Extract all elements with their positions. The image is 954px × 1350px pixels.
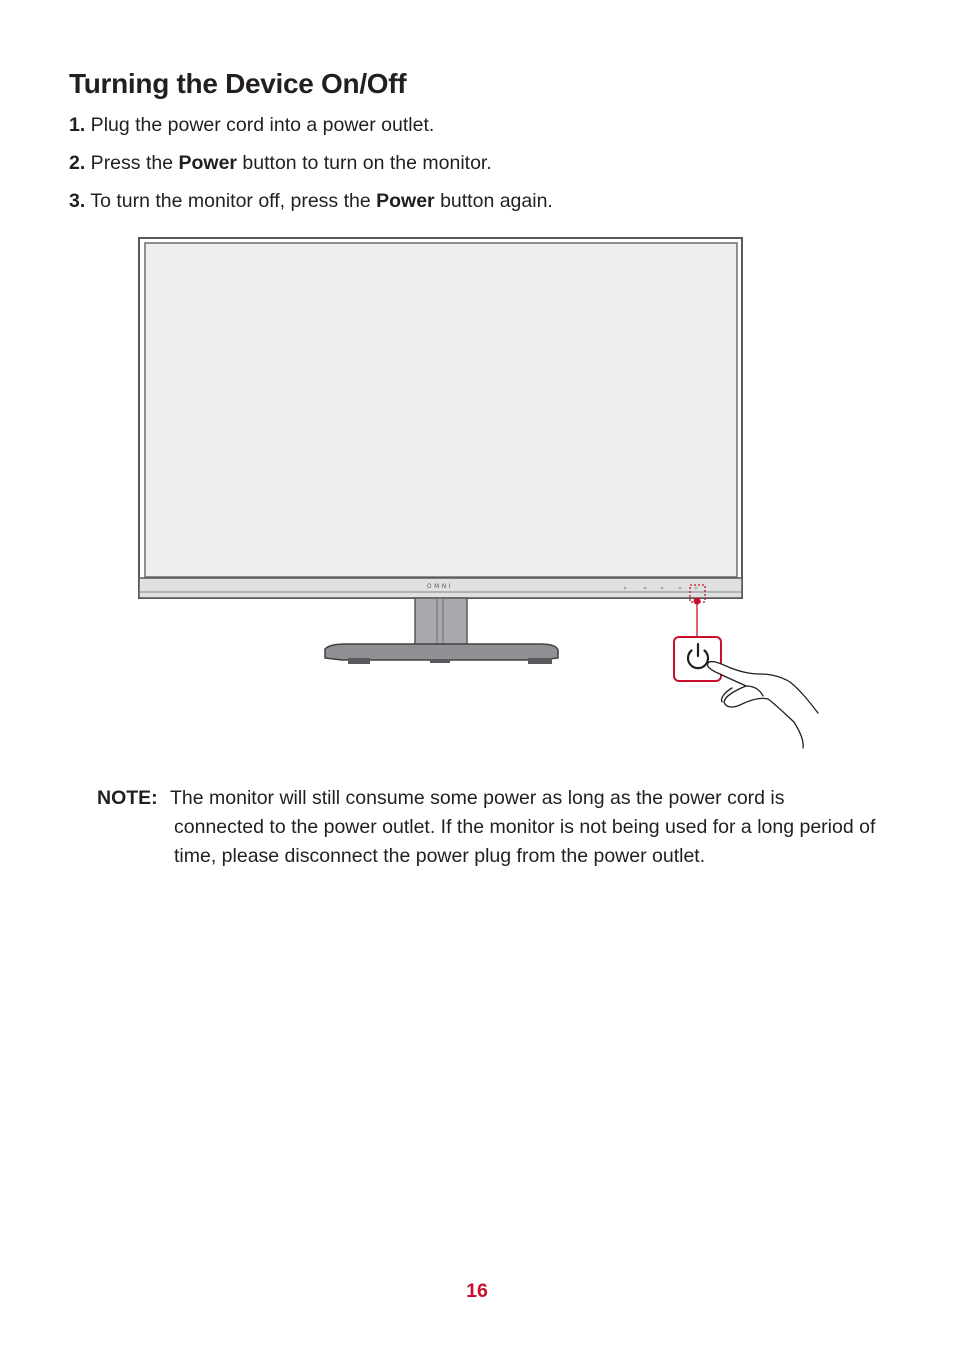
bezel-logo: OMNI <box>426 583 454 590</box>
step-text: To turn the monitor off, press the <box>85 190 377 212</box>
stand-neck <box>415 598 467 646</box>
step-text: Press the <box>85 152 179 174</box>
step-text: button to turn on the monitor. <box>237 152 492 174</box>
step-item <box>69 150 553 176</box>
monitor-drawing <box>130 230 830 760</box>
step-number: 3. <box>69 190 86 212</box>
monitor-illustration <box>130 230 830 760</box>
note-block <box>97 784 877 871</box>
step-number: 2. <box>69 152 86 174</box>
step-bold-term: Power <box>178 152 238 174</box>
note-label: NOTE: <box>97 787 158 809</box>
step-item <box>69 188 553 214</box>
stand-base <box>325 644 558 660</box>
step-text: button again. <box>434 190 553 212</box>
step-text: Plug the power cord into a power outlet. <box>85 114 435 136</box>
note-text: The monitor will still consume some power as long as the power cord is connected to the power outlet. If the monitor is not being used for a long period of time, please disconnect the power plug from the power outlet. <box>170 787 876 867</box>
step-bold-term: Power <box>376 190 435 212</box>
hand-icon <box>708 662 819 748</box>
step-item <box>69 112 553 138</box>
step-number: 1. <box>69 114 86 136</box>
monitor-screen <box>145 243 737 577</box>
page-number: 16 <box>466 1280 488 1302</box>
page-heading: Turning the Device On/Off <box>69 68 407 99</box>
steps-list <box>69 112 553 226</box>
